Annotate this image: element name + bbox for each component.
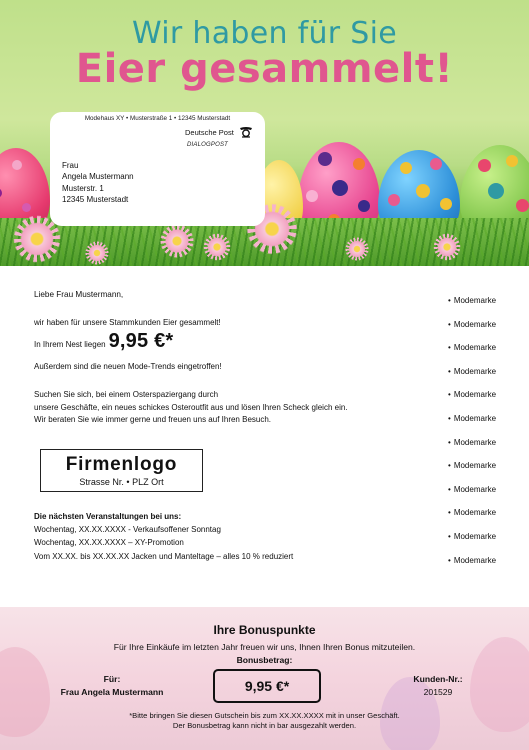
bonus-text: Für Ihre Einkäufe im letzten Jahr freuen wir uns, Ihnen Ihren Bonus mitzuteilen. <box>113 642 416 652</box>
paragraph-line: Wir beraten Sie wie immer gerne und freuen uns auf Ihren Besuch. <box>34 415 272 425</box>
intro-text: wir haben für unsere Stammkunden Eier gesammelt! <box>34 318 221 327</box>
daisy-flower <box>203 233 230 260</box>
event-item: Vom XX.XX. bis XX.XX.XX Jacken und Manteltage – alles 10 % reduziert <box>34 551 294 561</box>
headline-line-2: Eier gesammelt! <box>75 46 454 92</box>
fine-print: *Bitte bringen Sie diesen Gutschein bis zum XX.XX.XXXX mit in unser Geschäft. <box>129 711 400 720</box>
brand-item: • Modemarke <box>448 461 497 471</box>
company-address: Strasse Nr. • PLZ Ort <box>79 477 164 487</box>
trends-text: Außerdem sind die neuen Mode-Trends eingetroffen! <box>34 362 222 371</box>
event-item: Wochentag, XX.XX.XXXX - Verkaufsoffener Sonntag <box>34 525 221 535</box>
salutation: Liebe Frau Mustermann, <box>34 290 124 299</box>
customer-number-label: Kunden-Nr.: <box>413 674 463 684</box>
sender-line: Modehaus XY • Musterstraße 1 • 12345 Musterstadt <box>84 115 231 122</box>
nest-line <box>34 330 173 353</box>
company-logo-box <box>40 449 203 492</box>
bonus-voucher <box>0 607 529 750</box>
bullet-icon: • <box>448 555 451 565</box>
headline-line-1: Wir haben für Sie <box>131 16 398 51</box>
nest-amount: 9,95 €* <box>108 330 174 352</box>
brand-item: • Modemarke <box>448 319 497 329</box>
brand-list <box>448 296 496 579</box>
recipient-line: 12345 Musterstadt <box>62 195 129 205</box>
brand-item: • Modemarke <box>448 343 497 353</box>
daisy-flower <box>433 233 460 260</box>
brand-item: • Modemarke <box>448 531 497 541</box>
bullet-icon: • <box>448 413 451 423</box>
fine-print: Der Bonusbetrag kann nicht in bar ausgezahlt werden. <box>172 721 357 730</box>
customer-number: 201529 <box>423 687 453 697</box>
bullet-icon: • <box>448 390 451 400</box>
postal-service: DIALOGPOST <box>187 142 229 148</box>
recipient-name: Frau Angela Mustermann <box>60 687 164 697</box>
recipient-address <box>62 160 134 206</box>
brand-item: • Modemarke <box>448 366 497 376</box>
body-paragraph <box>34 389 348 427</box>
brand-item: • Modemarke <box>448 390 497 400</box>
brand-item: • Modemarke <box>448 555 497 565</box>
bullet-icon: • <box>448 319 451 329</box>
daisy-flower <box>160 224 194 258</box>
bullet-icon: • <box>448 484 451 494</box>
recipient-line: Frau <box>62 161 79 170</box>
bullet-icon: • <box>448 296 451 305</box>
brand-item: • Modemarke <box>448 296 497 305</box>
recipient-label: Für: <box>103 674 121 684</box>
bonus-title: Ihre Bonuspunkte <box>213 623 316 637</box>
bullet-icon: • <box>448 437 451 447</box>
company-logo: Firmenlogo <box>65 454 178 475</box>
address-window <box>50 112 265 226</box>
bullet-icon: • <box>448 461 451 471</box>
bullet-icon: • <box>448 508 451 518</box>
bullet-icon: • <box>448 531 451 541</box>
brand-item: • Modemarke <box>448 508 497 518</box>
events-heading: Die nächsten Veranstaltungen bei uns: <box>34 512 182 521</box>
brand-item: • Modemarke <box>448 484 497 494</box>
bullet-icon: • <box>448 343 451 353</box>
brand-item: • Modemarke <box>448 437 497 447</box>
postal-brand: Deutsche Post <box>185 128 234 137</box>
paragraph-line: Suchen Sie sich, bei einem Osterspaziergang durch <box>34 390 219 399</box>
event-item: Wochentag, XX.XX.XXXX – XY-Promotion <box>34 538 184 548</box>
nest-label: In Ihrem Nest liegen <box>34 340 106 349</box>
brand-item: • Modemarke <box>448 413 497 423</box>
bullet-icon: • <box>448 366 451 376</box>
events-list <box>34 510 293 563</box>
daisy-flower <box>345 237 369 261</box>
daisy-flower <box>85 241 109 265</box>
bonus-amount-label: Bonusbetrag: <box>236 655 293 665</box>
post-horn-icon <box>239 125 253 138</box>
easter-banner <box>0 0 529 266</box>
bonus-amount: 9,95 €* <box>213 669 321 703</box>
recipient-line: Musterstr. 1 <box>62 183 104 193</box>
recipient-line: Angela Mustermann <box>62 172 134 182</box>
paragraph-line: unsere Geschäfte, ein neues schickes Osteroutfit aus und lösen Ihren Scheck gleich ein. <box>34 402 348 412</box>
